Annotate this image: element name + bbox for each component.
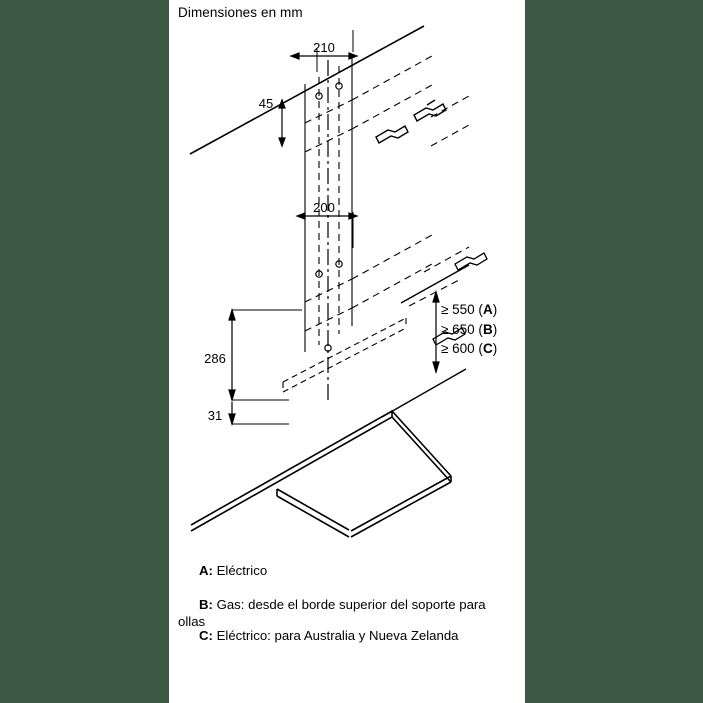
- dim-label-45: 45: [258, 96, 274, 111]
- hob-reference-line: [382, 369, 466, 417]
- legend-item-c: [178, 628, 478, 645]
- legend-key-b: B:: [199, 597, 213, 612]
- screw-axis-upper-right: [431, 96, 469, 117]
- dim-286-arrow-bottom: [229, 390, 235, 400]
- dim-45-arrow-bottom: [279, 138, 285, 146]
- bracket-upper-rail-top: [352, 56, 432, 100]
- dim-200-arrow-left: [297, 213, 305, 219]
- dim-label-210: 210: [313, 40, 335, 55]
- hood-body-front-top: [283, 318, 406, 382]
- clearance-label-c: ≥ 600 (C): [441, 341, 498, 356]
- bracket-lower-rail-top: [352, 235, 432, 279]
- dim-210-arrow-left: [291, 53, 299, 59]
- legend-text-c: Eléctrico: para Australia y Nueva Zelanda: [216, 628, 459, 643]
- worktop-top-edge: [191, 411, 451, 525]
- bracket-lower-rail-bottom: [352, 264, 432, 308]
- clearance-label-b: ≥ 650 (B): [441, 322, 498, 337]
- screw-axis-upper-left: [431, 125, 469, 146]
- dim-label-31: 31: [207, 408, 223, 423]
- dim-clearance-arrow-bottom: [433, 362, 439, 372]
- page-title: Dimensiones en mm: [178, 5, 303, 20]
- screw-lower-right: [455, 253, 487, 270]
- dim-label-200: 200: [313, 200, 335, 215]
- dim-label-286: 286: [204, 351, 226, 366]
- wall-line: [190, 26, 424, 154]
- legend-text-b: Gas: desde el borde superior del soporte para ollas: [178, 597, 486, 629]
- dim-31-arrow-bottom: [229, 414, 235, 424]
- hood-body-front-bottom: [283, 328, 406, 392]
- legend-item-a: [178, 563, 267, 580]
- wall-plug-upper-left: [376, 126, 408, 143]
- legend-item-b: [178, 597, 508, 631]
- worktop-right-face-inner: [351, 482, 451, 537]
- dim-286-arrow-top: [229, 310, 235, 320]
- bracket-upper-rail-bottom: [352, 85, 432, 129]
- diagram-sheet: [169, 0, 525, 703]
- legend-key-c: C:: [199, 628, 213, 643]
- worktop-front-edge-b: [277, 496, 349, 537]
- worktop-right-face: [351, 476, 451, 531]
- worktop-outline-outer: [191, 411, 451, 570]
- dim-45-arrow-top: [279, 100, 285, 108]
- clearance-label-a: ≥ 550 (A): [441, 302, 498, 317]
- worktop-front-edge-a: [277, 489, 349, 530]
- legend-key-a: A:: [199, 563, 213, 578]
- legend-text-a: Eléctrico: [216, 563, 268, 578]
- dim-210-arrow-right: [349, 53, 357, 59]
- wall-plug-upper-right: [414, 100, 446, 121]
